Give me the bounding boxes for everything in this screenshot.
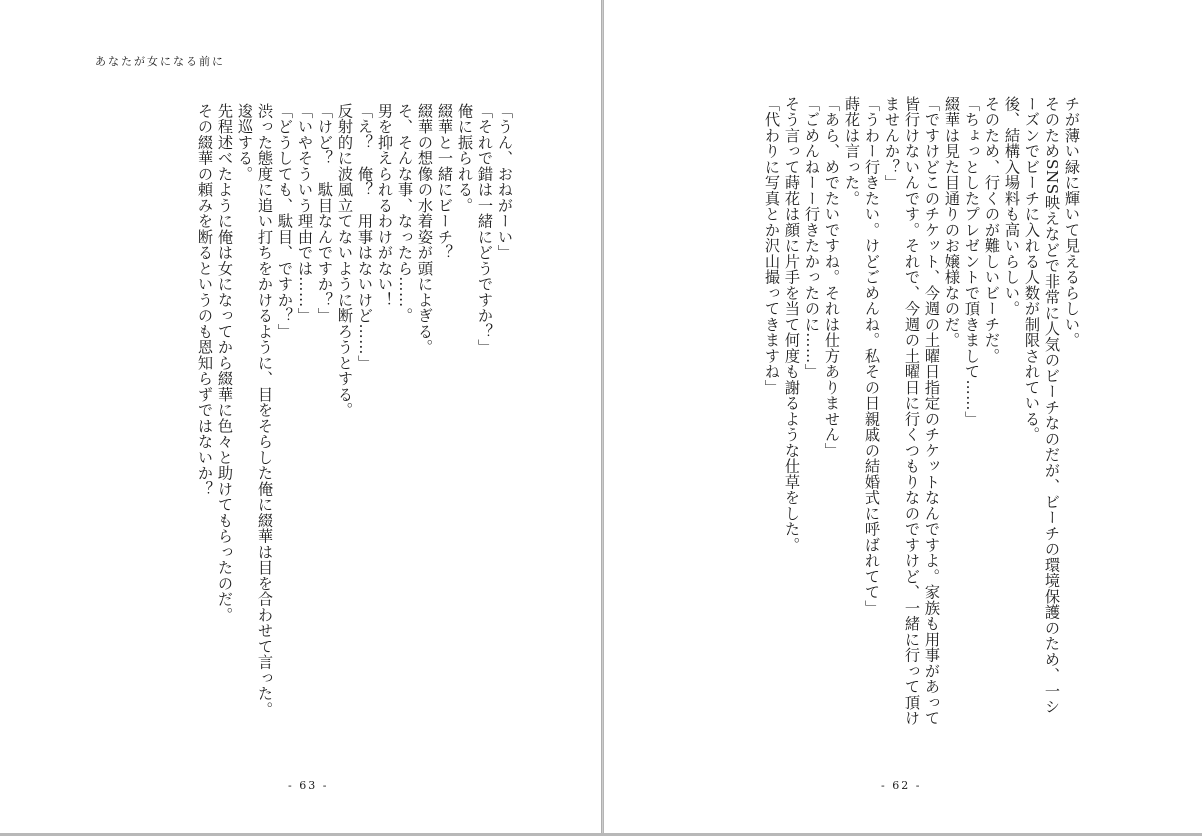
text-line: 俺に振られる。 [456,103,474,214]
text-line: 蒔花は言った。 [843,96,861,207]
text-line: 後、結構入場料も高いらしい。 [1003,96,1021,317]
text-line: 男を抑えられるわけがない！ [376,103,394,308]
text-line: 反射的に波風立てないように断ろうとする。 [336,103,354,418]
text-line: 「あら、めでたいですね。それは仕方ありません」 [823,96,841,459]
text-line: 「どうしても、駄目、ですか？」 [276,103,294,340]
text-line: ませんか？」 [883,96,901,191]
text-line: そのためSNS映えなどで非常に人気のビーチなのだが、ビーチの環境保護のため、一シ [1043,96,1061,715]
text-line: 綴華は見た目通りのお嬢様なのだ。 [943,96,961,348]
text-line: 「代わりに写真とか沢山撮ってきますね」 [763,96,781,396]
right-page-body [683,96,1082,756]
text-line: 渋った態度に追い打ちをかけるように、目をそらした俺に綴華は目を合わせて言った。 [256,103,274,718]
text-line: 皆行けないんです。それで、今週の土曜日に行くつもりなのですけど、一緒に行って頂け [903,96,921,726]
text-line: 先程述べたように俺は女になってから綴華に色々と助けてもらったのだ。 [216,103,234,623]
text-line: そのため、行くのが難しいビーチだ。 [983,96,1001,364]
text-line: 「けど？ 駄目なんですか？」 [316,103,334,324]
text-line: 「ですけどこのチケット、今週の土曜日指定のチケットなんですよ。家族も用事があって [923,96,941,726]
text-line: チが薄い緑に輝いて見えるらしい。 [1063,96,1081,348]
left-page-body [95,103,515,753]
page-number: - 62 - [881,779,922,792]
text-line: 「え？ 俺？ 用事はないけど……」 [356,103,374,371]
text-line: 「いやそういう理由では……」 [296,103,314,324]
text-line: そ、そんな事、なったら……。 [396,103,414,324]
text-line: 綴華の想像の水着姿が頭によぎる。 [416,103,434,355]
text-line: そう言って蒔花は顔に片手を当て何度も謝るような仕草をした。 [783,96,801,553]
running-head: あなたが女になる前に [95,55,225,68]
text-line: その綴華の頼みを断るというのも恩知らずではないか？ [196,103,214,497]
text-line: 「ちょっとしたプレゼントで頂きまして……」 [963,96,981,427]
text-line: 「うん、おねがーい」 [496,103,514,261]
text-line: ーズンでビーチに入れる人数が制限されている。 [1023,96,1041,443]
text-line: 逡巡する。 [236,103,254,182]
text-line: 「ごめんねーー行きたかったのに……」 [803,96,821,380]
page-number: - 63 - [288,779,329,792]
text-line: 「うわー行きたい。けどごめんね。私その日親戚の結婚式に呼ばれてて」 [863,96,881,616]
text-line: 綴華と一緒にビーチ？ [436,103,454,261]
text-line: 「それで錯は一緒にどうですか？」 [476,103,494,355]
